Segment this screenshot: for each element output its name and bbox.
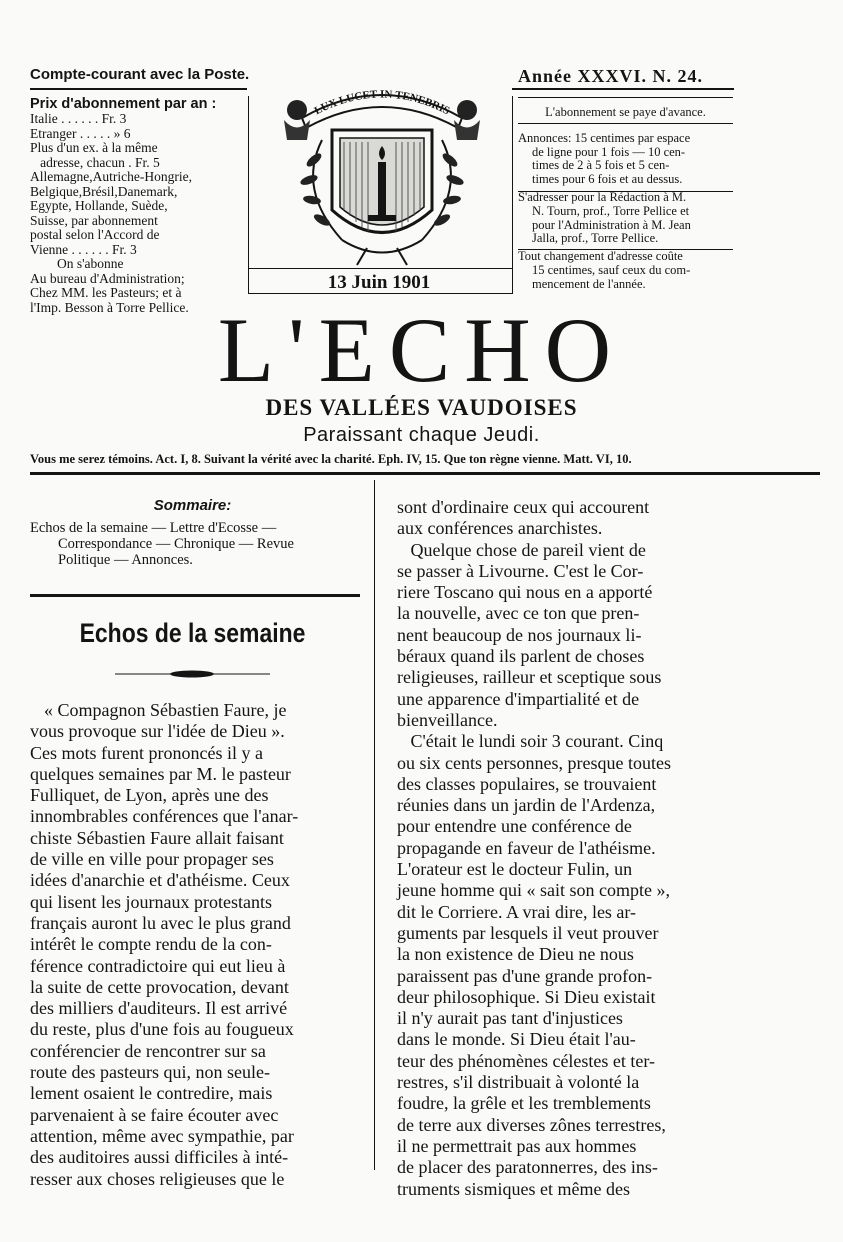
text-line: paraissent pas d'une grande profon- xyxy=(397,965,653,986)
text-line: il ne permettrait pas aux hommes xyxy=(397,1135,637,1156)
text-line: aux conférences anarchistes. xyxy=(397,518,603,539)
summary-line: Correspondance — Chronique — Revue xyxy=(58,536,294,552)
column-divider xyxy=(374,480,375,1170)
subscription-line: adresse, chacun . Fr. 5 xyxy=(30,154,160,170)
text-line: route des pasteurs qui, non seule- xyxy=(30,1062,270,1083)
header-rule-left xyxy=(30,88,247,90)
text-line: quelques semaines par M. le pasteur xyxy=(30,763,291,784)
subscription-line: Italie . . . . . . Fr. 3 xyxy=(30,111,127,126)
text-line: religieuses, railleur et sceptique sous xyxy=(397,667,662,688)
text-line: conférencier de rencontrer sur sa xyxy=(30,1040,266,1061)
right-column-text xyxy=(397,497,727,1200)
text-line: guments par lesquels il veut prouver xyxy=(397,922,659,943)
text-line: des classes populaires, se trouvaient xyxy=(397,773,657,794)
notice-line: Annonces: 15 centimes par espace xyxy=(518,130,691,145)
notice-line: Tout changement d'adresse coûte xyxy=(518,249,683,264)
subscription-line: postal selon l'Accord de xyxy=(30,227,160,242)
left-column-text xyxy=(30,700,355,1190)
text-line: resser aux choses religieuses que le xyxy=(30,1168,285,1189)
subscription-title: Prix d'abonnement par an : xyxy=(30,96,217,112)
header-rule-right xyxy=(512,88,734,90)
text-line: pour entendre une conférence de xyxy=(397,816,632,837)
text-line: la nouvelle, avec ce ton que pren- xyxy=(397,603,640,624)
notice-line: mencement de l'année. xyxy=(532,276,646,291)
section-title: Echos de la semaine xyxy=(79,618,306,648)
text-line: dans le monde. Si Dieu était l'au- xyxy=(397,1029,636,1050)
text-line: teur des phénomènes célestes et ter- xyxy=(397,1050,656,1071)
candlestick-emblem-icon xyxy=(262,80,502,270)
text-line: attention, même avec sympathie, par xyxy=(30,1125,294,1146)
publication-frequency: Paraissant chaque Jeudi. xyxy=(303,424,540,446)
text-line: Quelque chose de pareil vient de xyxy=(397,539,646,560)
postal-account-note: Compte-courant avec la Poste. xyxy=(30,66,250,83)
text-line: chiste Sébastien Faure allait faisant xyxy=(30,827,284,848)
text-line: nent beaucoup de nos journaux li- xyxy=(397,624,642,645)
summary-line: Politique — Annonces. xyxy=(58,552,193,568)
notice-line: 15 centimes, sauf ceux du com- xyxy=(532,262,691,277)
summary-title: Sommaire: xyxy=(153,497,232,514)
subscription-line: l'Imp. Besson à Torre Pellice. xyxy=(30,299,189,315)
text-line: réunies dans un jardin de l'Ardenza, xyxy=(397,795,656,816)
subscription-line: Allemagne,Autriche-Hongrie, xyxy=(30,169,192,184)
notice-line: de ligne pour 1 fois — 10 cen- xyxy=(532,144,686,159)
text-line: lement osaient le contredire, mais xyxy=(30,1083,273,1104)
subscription-lines xyxy=(30,112,252,315)
notice-line: pour l'Administration à M. Jean xyxy=(532,217,691,232)
text-line: du reste, plus d'une fois au fougueux xyxy=(30,1019,294,1040)
notice-line: times pour 6 fois et au dessus. xyxy=(532,172,683,187)
right-box-divider xyxy=(512,96,513,294)
text-line: béraux quand ils parlent de choses xyxy=(397,646,645,667)
subscription-line: Plus d'un ex. à la même xyxy=(30,140,158,155)
text-line: des auditoires aussi difficiles à inté- xyxy=(30,1147,289,1168)
subscription-line: Chez MM. les Pasteurs; et à xyxy=(30,285,182,300)
flourish-icon xyxy=(115,669,270,679)
text-line: qui lisent les journaux protestants xyxy=(30,891,272,912)
text-line: idées d'anarchie et d'athéisme. Ceux xyxy=(30,870,290,891)
text-line: deur philosophique. Si Dieu existait xyxy=(397,986,656,1007)
scripture-motto: Vous me serez témoins. Act. I, 8. Suivant la vérité avec la charité. Eph. IV, 15. Que ton règne vienne. Matt. VI, 10. xyxy=(30,452,632,466)
masthead-rule xyxy=(30,472,820,475)
issue-number: Année XXXVI. N. 24. xyxy=(518,66,703,86)
newspaper-title: L'ECHO xyxy=(217,299,626,401)
notice-line: Jalla, prof., Torre Pellice. xyxy=(532,231,659,246)
subscription-line: On s'abonne xyxy=(30,256,124,271)
text-line: riere Toscano qui nous en a apporté xyxy=(397,582,653,603)
text-line: des milliers d'auditeurs. Il est arrivé xyxy=(30,998,288,1019)
subscription-box xyxy=(30,96,252,315)
text-line: C'était le lundi soir 3 courant. Cinq xyxy=(397,731,664,752)
text-line: L'orateur est le docteur Fulin, un xyxy=(397,859,633,880)
text-line: la suite de cette provocation, devant xyxy=(30,976,289,997)
text-line: se passer à Livourne. C'est le Cor- xyxy=(397,560,644,581)
text-line: ou six cents personnes, presque toutes xyxy=(397,752,671,773)
issue-date: 13 Juin 1901 xyxy=(327,272,431,293)
text-line: Ces mots furent prononcés il y a xyxy=(30,742,263,763)
text-line: de ville en ville pour propager ses xyxy=(30,849,274,870)
subscription-line: Etranger . . . . . » 6 xyxy=(30,125,131,141)
text-line: dit le Corriere. A vrai dire, les ar- xyxy=(397,901,637,922)
text-line: de terre aux diverses zônes terrestres, xyxy=(397,1114,666,1135)
text-line: bienveillance. xyxy=(397,709,498,730)
text-line: de placer des paratonnerres, des ins- xyxy=(397,1157,658,1178)
text-line: restres, s'il distribuait à volonté la xyxy=(397,1072,640,1093)
right-box-rule-1 xyxy=(518,97,733,98)
text-line: innombrables conférences que l'anar- xyxy=(30,806,299,827)
text-line: intérêt le compte rendu de la con- xyxy=(30,934,272,955)
newspaper-subtitle: DES VALLÉES VAUDOISES xyxy=(265,395,578,420)
summary-line: Echos de la semaine — Lettre d'Ecosse — xyxy=(30,520,277,536)
emblem-motto: LUX LUCET IN TENEBRIS xyxy=(312,88,452,118)
text-line: une apparence d'impartialité et de xyxy=(397,688,640,709)
ornament-divider xyxy=(115,666,270,676)
text-line: férence contradictoire qui eut lieu à xyxy=(30,955,286,976)
subscription-line: Vienne . . . . . . Fr. 3 xyxy=(30,241,137,257)
text-line: sont d'ordinaire ceux qui accourent xyxy=(397,497,650,517)
notices-box xyxy=(518,106,733,292)
subscription-line: Suisse, par abonnement xyxy=(30,212,158,228)
summary-body xyxy=(30,520,355,568)
text-line: propagande en faveur de l'athéisme. xyxy=(397,837,656,858)
emblem xyxy=(262,80,502,270)
text-line: parvenaient à se faire écouter avec xyxy=(30,1104,279,1125)
notice-line: N. Tourn, prof., Torre Pellice et xyxy=(532,203,690,218)
summary-rule xyxy=(30,594,360,597)
text-line: truments sismiques et même des xyxy=(397,1178,630,1199)
notice-line: L'abonnement se paye d'avance. xyxy=(545,105,706,119)
subscription-line: Belgique,Brésil,Danemark, xyxy=(30,183,178,199)
text-line: français auront lu avec le plus grand xyxy=(30,912,291,933)
text-line: « Compagnon Sébastien Faure, je xyxy=(44,700,287,720)
text-line: jeune homme qui « sait son compte », xyxy=(397,880,670,901)
text-line: la non existence de Dieu ne nous xyxy=(397,944,634,965)
subscription-line: Au bureau d'Administration; xyxy=(30,270,185,286)
notice-line: times de 2 à 5 fois et 5 cen- xyxy=(532,158,670,173)
text-line: foudre, la grêle et les tremblements xyxy=(397,1093,651,1114)
notice-line: S'adresser pour la Rédaction à M. xyxy=(518,189,687,204)
text-line: vous provoque sur l'idée de Dieu ». xyxy=(30,721,285,742)
subscription-line: Egypte, Hollande, Suède, xyxy=(30,198,168,213)
text-line: Fulliquet, de Lyon, après une des xyxy=(30,785,269,806)
text-line: il n'y aurait pas tant d'injustices xyxy=(397,1008,623,1029)
